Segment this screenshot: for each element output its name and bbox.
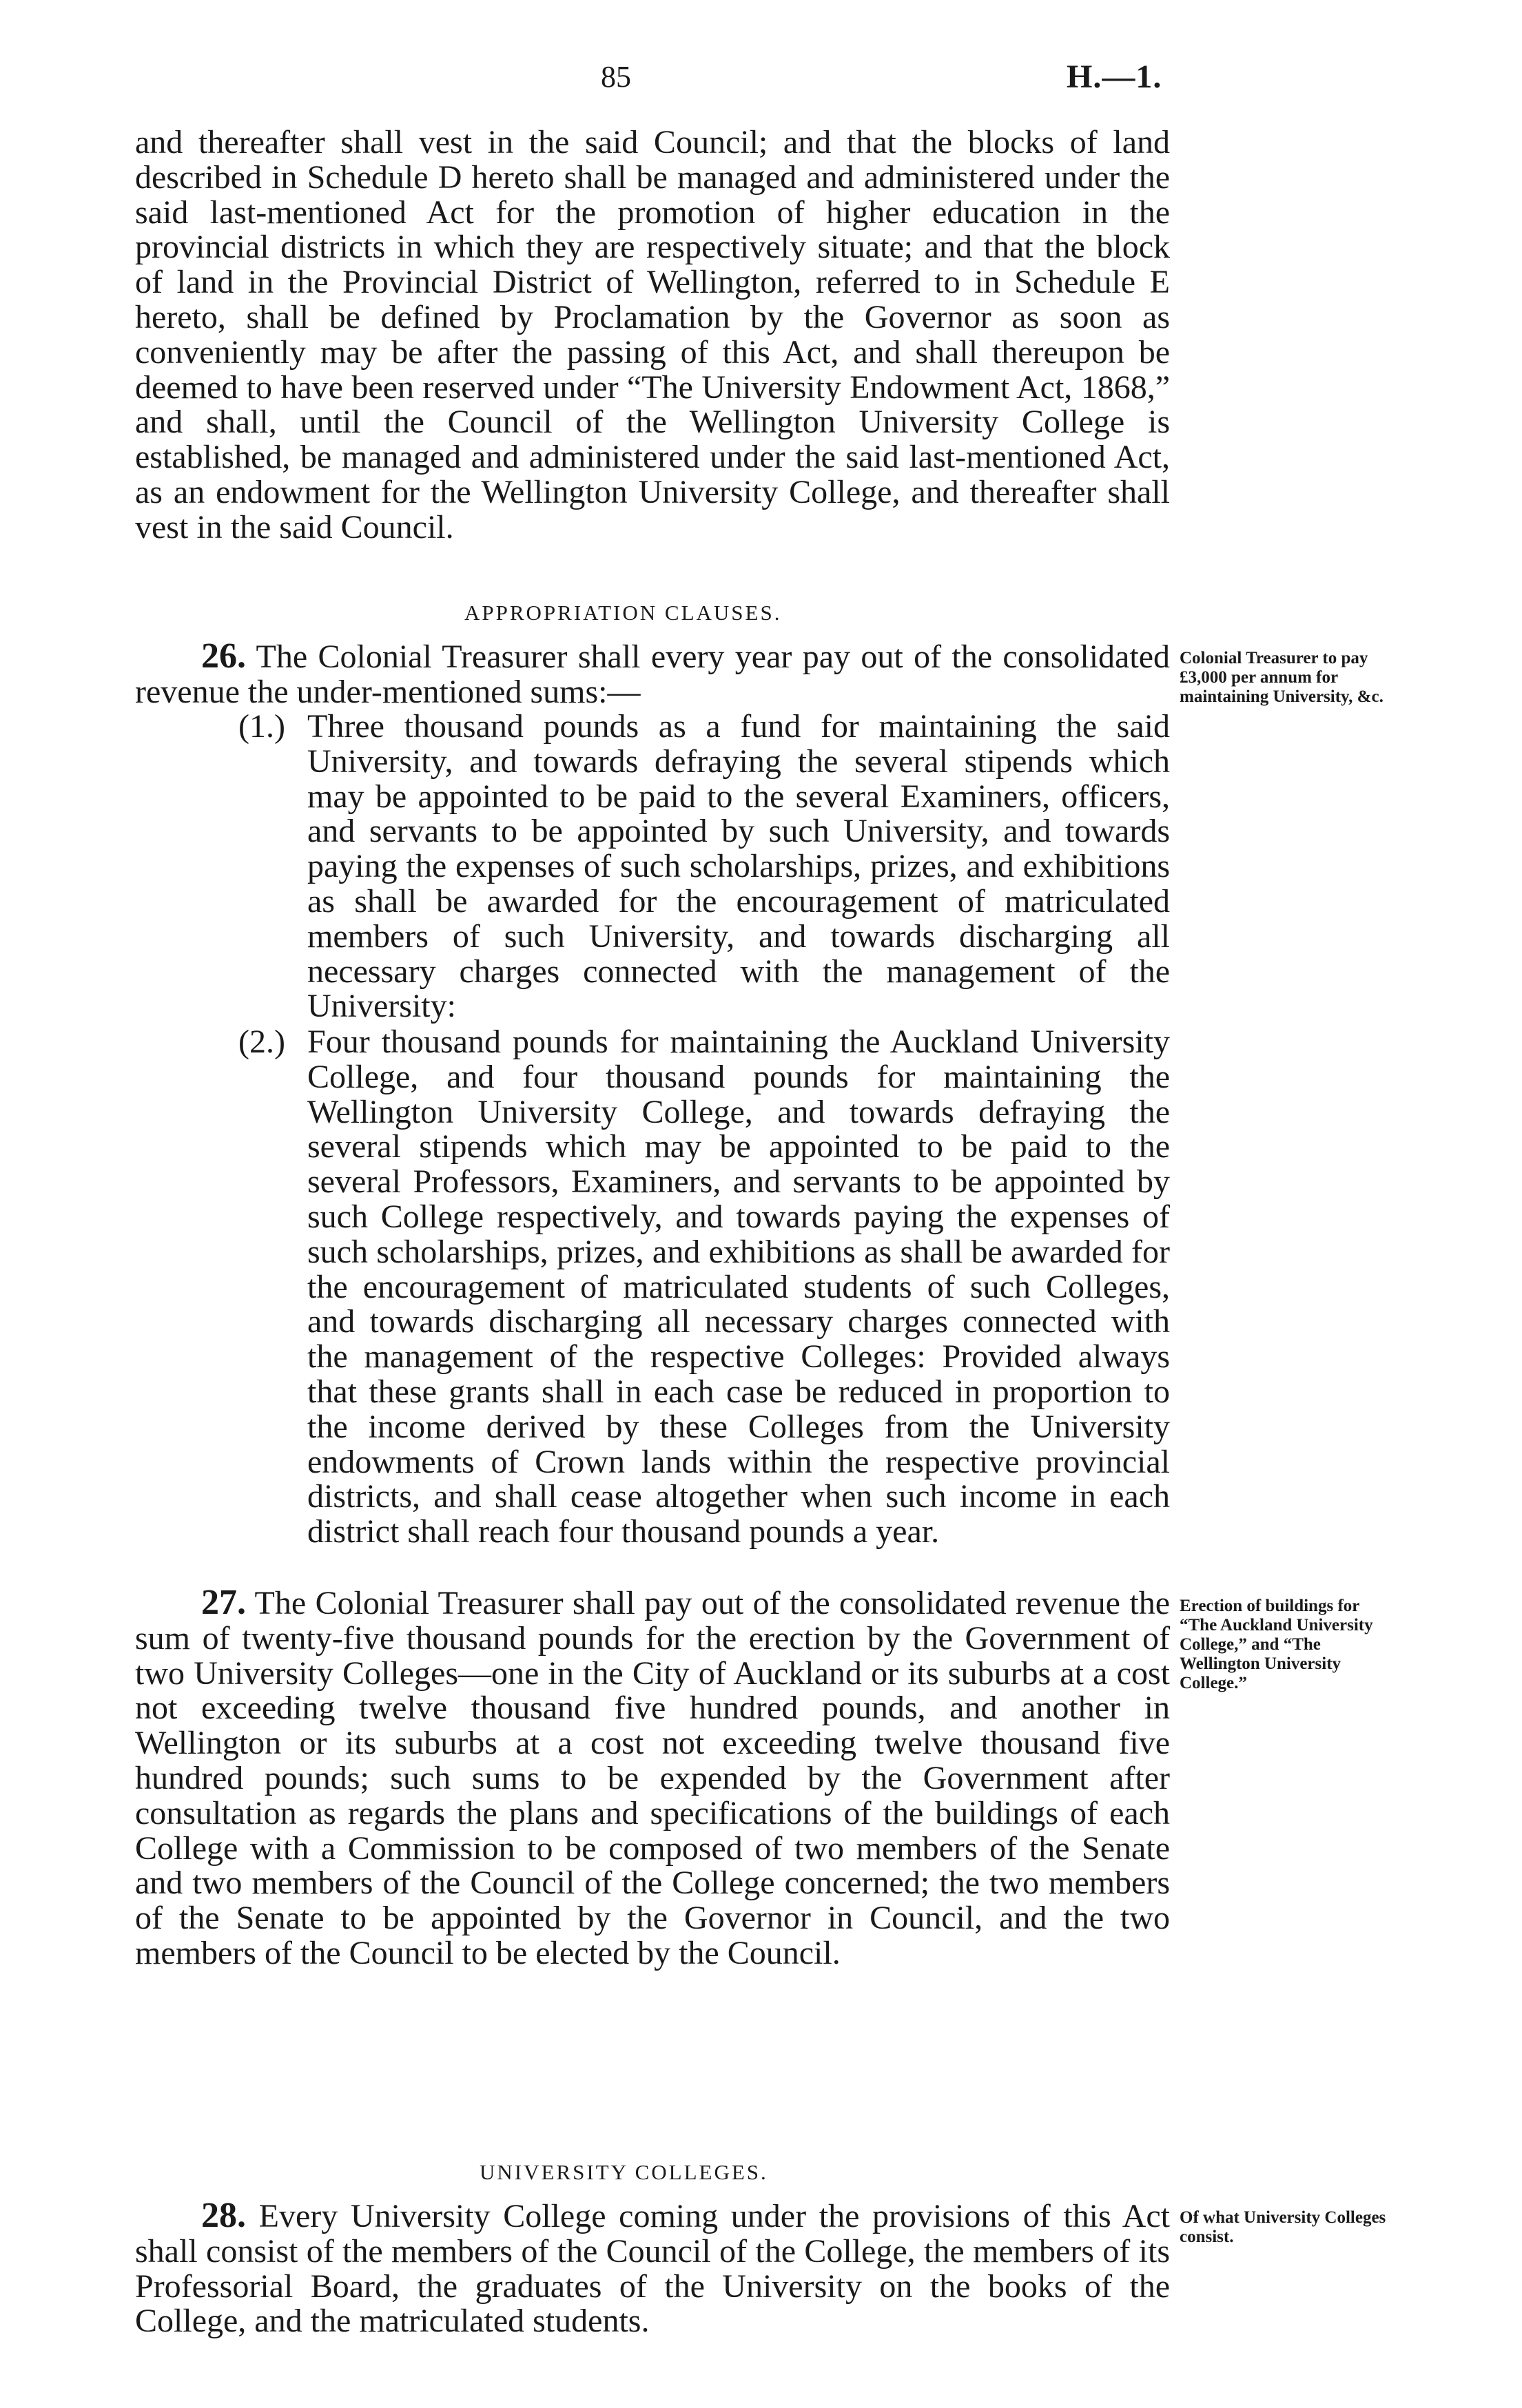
appropriation-clauses-heading: APPROPRIATION CLAUSES. bbox=[464, 601, 782, 625]
section-26-text: The Colonial Treasurer shall every year pay out of the consolidated revenue the under-mentioned sums:— bbox=[135, 639, 1170, 710]
margin-note-section-27: Erection of buildings for “The Auckland University College,” and “The Wellington University College.” bbox=[1180, 1597, 1373, 1692]
margin-note-section-26: Colonial Treasurer to pay £3,000 per annum for maintaining University, &c. bbox=[1180, 649, 1384, 706]
item-label: (1.) bbox=[238, 708, 285, 745]
document-reference: H.—1. bbox=[1067, 59, 1162, 95]
section-27-number: 27. bbox=[201, 1583, 246, 1622]
section-28 bbox=[135, 2196, 1170, 2340]
margin-note-section-28: Of what University Colleges consist. bbox=[1180, 2208, 1386, 2246]
section-28-number: 28. bbox=[201, 2196, 246, 2235]
item-text: Four thousand pounds for maintaining the Auckland University College, and four thousand pounds for maintaining the Wellington University College, and towards defraying the several stipends which may be appointed to be paid to the several Professors, Examiners, and servants to be appointed by such College respectively, and towards paying the expenses of such scholarships, prizes, and exhibitions as shall be awarded for the encouragement of matriculated students of such Colleges, and towards discharging all necessary charges connected with the management of the respective Colleges: Provided always that these grants shall in each case be reduced in proportion to the income derived by these Colleges from the University endowments of Crown lands within the respective provincial districts, and shall cease altogether when such income in each district shall reach four thousand pounds a year. bbox=[307, 1024, 1170, 1550]
item-label: (2.) bbox=[238, 1024, 285, 1060]
section-26 bbox=[135, 636, 1170, 710]
section-27-text: The Colonial Treasurer shall pay out of the consolidated revenue the sum of twenty-five thousand pounds for the erection by the Government of two University Colleges—one in the City of Auckland or its suburbs at a cost not exceeding twelve thousand five hundred pounds, and another in Wellington or its suburbs at a cost not exceeding twelve thousand five hundred pounds; such sums to be expended by the Government after consultation as regards the plans and specifications of the buildings of each College with a Commission to be composed of two members of the Senate and two members of the Council of the College concerned; the two members of the Senate to be appointed by the Governor in Council, and the two members of the Council to be elected by the Council. bbox=[135, 1585, 1170, 1971]
intro-text: and thereafter shall vest in the said Council; and that the blocks of land described in Schedule D hereto shall be managed and administered under the said last-mentioned Act for the promotion of higher education in the provincial districts in which they are respectively situate; and that the block of land in the Provincial District of Wellington, referred to in Schedule E hereto, shall be defined by Proclamation by the Governor as soon as conveniently may be after the passing of this Act, and shall thereupon be deemed to have been reserved under “The University Endowment Act, 1868,” and shall, until the Council of the Wellington University College is established, be managed and administered under the said last-mentioned Act, as an endowment for the Wellington University College, and thereafter shall vest in the said Council. bbox=[135, 124, 1170, 546]
section-26-item-2 bbox=[238, 1025, 1170, 1550]
section-26-item-1 bbox=[238, 709, 1170, 1024]
section-28-text: Every University College coming under the provisions of this Act shall consist of the members of the Council of the College, the members of its Professorial Board, the graduates of the University on the books of the College, and the matriculated students. bbox=[135, 2198, 1170, 2340]
item-text: Three thousand pounds as a fund for maintaining the said University, and towards defraying the several stipends which may be appointed to be paid to the several Examiners, officers, and servants to be appointed by such University, and towards paying the expenses of such scholarships, prizes, and exhibitions as shall be awarded for the encouragement of matriculated members of such University, and towards discharging all necessary charges connected with the management of the University: bbox=[307, 708, 1170, 1025]
page-number: 85 bbox=[601, 60, 631, 94]
section-27 bbox=[135, 1583, 1170, 1971]
university-colleges-heading: UNIVERSITY COLLEGES. bbox=[480, 2160, 768, 2184]
section-26-number: 26. bbox=[201, 636, 246, 676]
intro-paragraph bbox=[135, 125, 1170, 546]
